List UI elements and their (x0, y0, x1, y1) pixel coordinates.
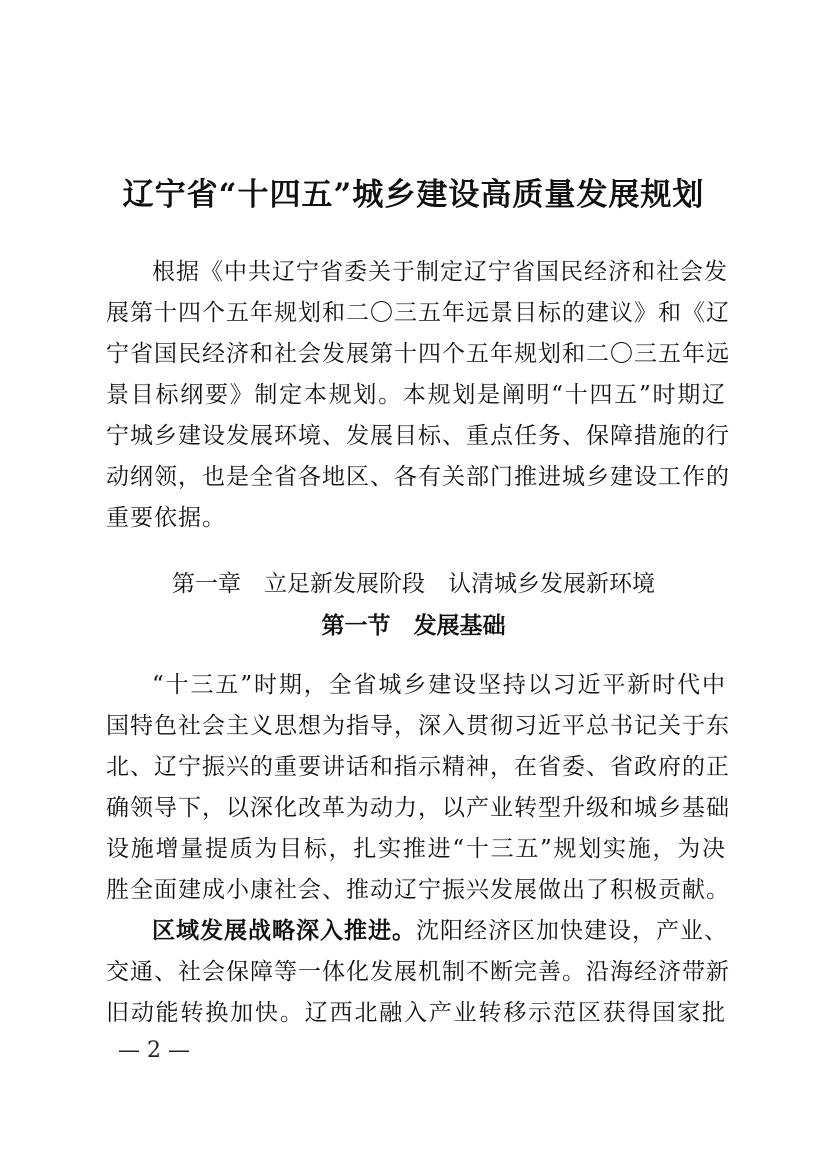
paragraph-line: 确领导下，以深化改革为动力，以产业转型升级和城乡基础 (106, 795, 730, 821)
regional-strategy-paragraph (106, 911, 730, 1034)
intro-line: 宁城乡建设发展环境、发展目标、重点任务、保障措施的行 (106, 423, 730, 449)
paragraph-line (106, 911, 726, 952)
intro-line: 展第十四个五年规划和二〇三五年远景目标的建议》和《辽 (106, 300, 730, 326)
chapter-heading: 第一章 立足新发展阶段 认清城乡发展新环境 (172, 571, 655, 597)
paragraph-line: 设施增量提质为目标，扎实推进“十三五”规划实施，为决 (106, 836, 726, 862)
paragraph-line: 北、辽宁振兴的重要讲话和指示精神，在省委、省政府的正 (106, 754, 730, 780)
page-number: — 2 — (118, 1038, 190, 1063)
section-heading: 第一节 发展基础 (321, 613, 506, 639)
intro-line: 动纲领，也是全省各地区、各有关部门推进城乡建设工作的 (106, 464, 730, 490)
development-basis-paragraph (106, 665, 730, 911)
paragraph-line-rest: 沈阳经济区加快建设，产业、 (416, 918, 728, 944)
intro-line: 根据《中共辽宁省委关于制定辽宁省国民经济和社会发 (152, 259, 728, 285)
paragraph-line: 交通、社会保障等一体化发展机制不断完善。沿海经济带新 (106, 959, 730, 985)
intro-line: 景目标纲要》制定本规划。本规划是阐明“十四五”时期辽 (106, 382, 726, 408)
paragraph-lead-heading: 区域发展战略深入推进。 (152, 918, 416, 944)
paragraph-line: 胜全面建成小康社会、推动辽宁振兴发展做出了积极贡献。 (106, 877, 730, 903)
paragraph-line: 国特色社会主义思想为指导，深入贯彻习近平总书记关于东 (106, 713, 730, 739)
intro-line: 宁省国民经济和社会发展第十四个五年规划和二〇三五年远 (106, 341, 730, 367)
intro-paragraph (106, 252, 730, 539)
paragraph-line: “十三五”时期，全省城乡建设坚持以习近平新时代中 (152, 672, 726, 698)
intro-line: 重要依据。 (106, 505, 226, 531)
paragraph-line: 旧动能转换加快。辽西北融入产业转移示范区获得国家批 (106, 1000, 726, 1026)
document-title: 辽宁省“十四五”城乡建设高质量发展规划 (122, 177, 705, 213)
